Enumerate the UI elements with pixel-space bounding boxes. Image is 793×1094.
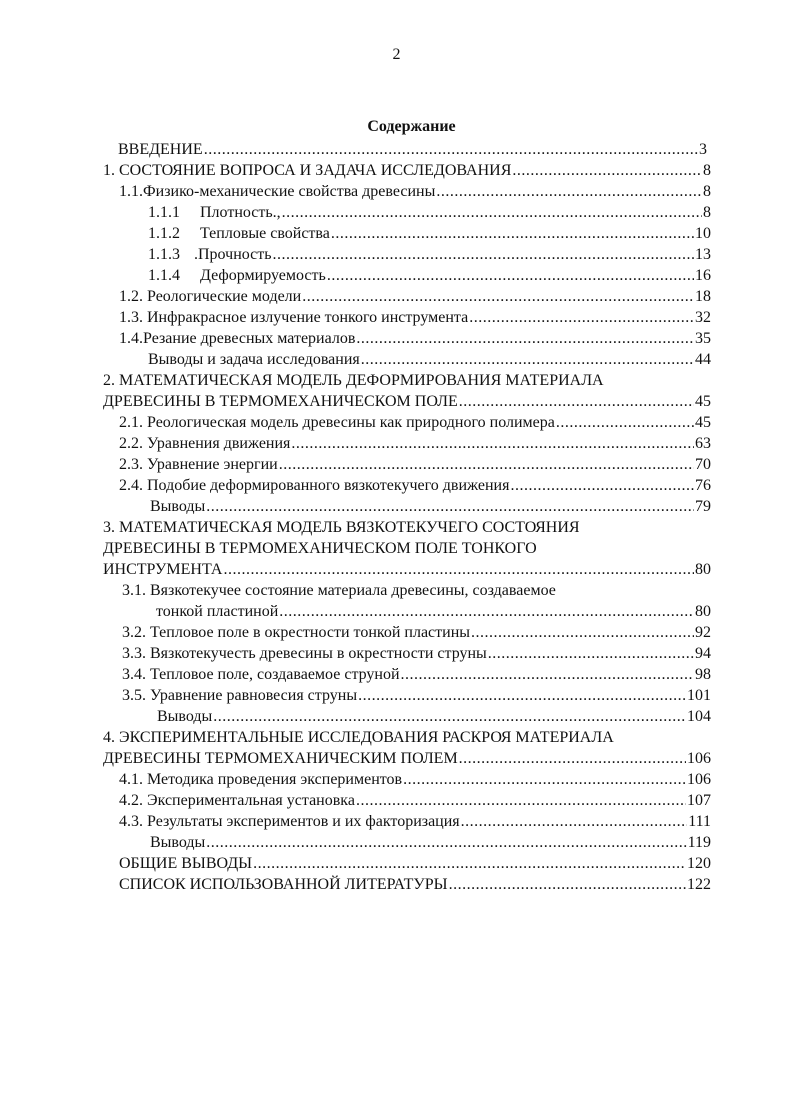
toc-entry [119, 790, 711, 811]
toc-entry [148, 349, 711, 370]
toc-entry [148, 244, 711, 265]
toc-entry-page: 104 [687, 708, 711, 725]
toc-entry [119, 853, 711, 874]
toc-entry [103, 748, 711, 769]
toc-entry-page: 106 [687, 750, 711, 767]
toc-entry [119, 475, 711, 496]
toc-entry-page: 111 [688, 813, 711, 830]
toc-entry [119, 811, 711, 832]
toc-entry-number: 1.1.4 [148, 267, 180, 284]
toc-entry-page: 13 [695, 246, 711, 263]
toc-entry-page: 70 [695, 456, 711, 473]
toc-entry [119, 769, 711, 790]
toc-entry [148, 223, 711, 244]
toc-entry-text: тонкой пластиной [156, 603, 279, 620]
toc-entry [122, 685, 711, 706]
toc-entry [150, 832, 711, 853]
toc-entry-page: 107 [687, 792, 711, 809]
toc-entry-text: 3.3. Вязкотекучесть древесины в окрестности струны [122, 645, 487, 662]
toc-entry-text: 3.2. Тепловое поле в окрестности тонкой пластины [122, 624, 471, 641]
toc-entry-text: ДРЕВЕСИНЫ В ТЕРМОМЕХАНИЧЕСКОМ ПОЛЕ [103, 393, 458, 410]
toc-entry-text: 1. СОСТОЯНИЕ ВОПРОСА И ЗАДАЧА ИССЛЕДОВАНИЯ [103, 162, 512, 179]
toc-heading-line: 4. ЭКСПЕРИМЕНТАЛЬНЫЕ ИССЛЕДОВАНИЯ РАСКРОЯ МАТЕРИАЛА [103, 729, 614, 746]
toc-entry [148, 202, 711, 223]
toc-entry [122, 664, 711, 685]
toc-entry [119, 412, 711, 433]
toc-entry-text: Выводы [157, 708, 213, 725]
toc-entry-page: 94 [695, 645, 711, 662]
toc-entry-text: 4.2. Экспериментальная установка [119, 792, 355, 809]
toc-entry-text: 2.4. Подобие деформированного вязкотекучего движения [119, 477, 510, 494]
toc-entry [119, 454, 711, 475]
toc-entry [119, 307, 711, 328]
toc-entry-text: ВВЕДЕНИЕ [118, 141, 203, 158]
toc-entry-page: 8 [703, 162, 711, 179]
toc-heading-line: 3.1. Вязкотекучее состояние материала древесины, создаваемое [122, 582, 556, 599]
toc-entry-number: 1.1.2 [148, 225, 180, 242]
toc-entry [122, 643, 711, 664]
toc-entry-number: 1.1.3 [148, 246, 180, 263]
toc-entry-text: 1.4.Резание древесных материалов [119, 330, 356, 347]
toc-entry-page: 3 [699, 141, 707, 158]
toc-entry-page: 80 [695, 561, 711, 578]
toc-entry-text: 1.2. Реологические модели [119, 288, 302, 305]
toc-entry [103, 391, 711, 412]
toc-entry [148, 265, 711, 286]
toc-entry-page: 45 [695, 393, 711, 410]
toc-entry-text: Плотность., [200, 204, 281, 221]
toc-title: Содержание [367, 118, 456, 135]
toc-entry-page: 106 [687, 771, 711, 788]
toc-entry-text: Выводы и задача исследования [148, 351, 360, 368]
toc-entry-page: 119 [687, 834, 711, 851]
toc-heading-line: 3. МАТЕМАТИЧЕСКАЯ МОДЕЛЬ ВЯЗКОТЕКУЧЕГО СОСТОЯНИЯ [103, 519, 580, 536]
toc-entry-page: 45 [695, 414, 711, 431]
toc-entry-text: 1.3. Инфракрасное излучение тонкого инструмента [119, 309, 469, 326]
toc-entry [103, 559, 711, 580]
toc-entry [157, 706, 711, 727]
toc-entry-text: 4.1. Методика проведения экспериментов [119, 771, 403, 788]
toc-entry-page: 8 [703, 183, 711, 200]
toc-entry-text: Выводы [150, 834, 206, 851]
toc-entry [150, 496, 711, 517]
toc-entry-text: ОБЩИЕ ВЫВОДЫ [119, 855, 253, 872]
toc-entry-text: .Прочность [194, 246, 272, 263]
toc-entry-page: 101 [687, 687, 711, 704]
toc-entry [103, 160, 711, 181]
toc-entry-page: 76 [695, 477, 711, 494]
toc-entry-page: 80 [695, 603, 711, 620]
toc-entry-text: ИНСТРУМЕНТА [103, 561, 223, 578]
toc-entry [156, 601, 711, 622]
toc-entry [119, 181, 711, 202]
toc-entry [119, 874, 711, 895]
page-number: 2 [392, 46, 401, 63]
toc-entry [119, 286, 711, 307]
toc-entry-text: СПИСОК ИСПОЛЬЗОВАННОЙ ЛИТЕРАТУРЫ [119, 876, 448, 893]
toc-entry-page: 18 [695, 288, 711, 305]
toc-heading-line: 2. МАТЕМАТИЧЕСКАЯ МОДЕЛЬ ДЕФОРМИРОВАНИЯ МАТЕРИАЛА [103, 372, 604, 389]
toc-entry-page: 92 [695, 624, 711, 641]
toc-entry-text: 4.3. Результаты экспериментов и их факторизация [119, 813, 460, 830]
toc-entry-page: 79 [695, 498, 711, 515]
toc-entry-page: 98 [695, 666, 711, 683]
toc-entry-page: 63 [695, 435, 711, 452]
toc-entry-page: 44 [695, 351, 711, 368]
toc-entry [119, 433, 711, 454]
toc-entry-text: ДРЕВЕСИНЫ ТЕРМОМЕХАНИЧЕСКИМ ПОЛЕМ [103, 750, 458, 767]
toc-entry-page: 122 [687, 876, 711, 893]
toc-entry-text: 3.4. Тепловое поле, создаваемое струной [122, 666, 400, 683]
toc-entry-page: 32 [695, 309, 711, 326]
toc-entry-text: Тепловые свойства [200, 225, 330, 242]
toc-entry-text: 2.2. Уравнения движения [119, 435, 291, 452]
toc-entry-page: 10 [695, 225, 711, 242]
toc-entry-text: Выводы [150, 498, 206, 515]
toc-entry-text: 3.5. Уравнение равновесия струны [122, 687, 358, 704]
toc-entry-number: 1.1.1 [148, 204, 180, 221]
toc-entry-page: 120 [687, 855, 711, 872]
toc-entry-text: Деформируемость [200, 267, 326, 284]
toc-entry-page: 35 [695, 330, 711, 347]
toc-entry-page: 16 [695, 267, 711, 284]
toc-entry-text: 2.3. Уравнение энергии [119, 456, 278, 473]
toc-heading-line: ДРЕВЕСИНЫ В ТЕРМОМЕХАНИЧЕСКОМ ПОЛЕ ТОНКОГО [103, 540, 537, 557]
toc-entry-page: 8 [703, 204, 711, 221]
toc-entry [122, 622, 711, 643]
toc-entry-text: 2.1. Реологическая модель древесины как природного полимера [119, 414, 555, 431]
toc-entry [118, 139, 707, 160]
toc-entry-text: 1.1.Физико-механические свойства древесины [119, 183, 436, 200]
toc-entry [119, 328, 711, 349]
